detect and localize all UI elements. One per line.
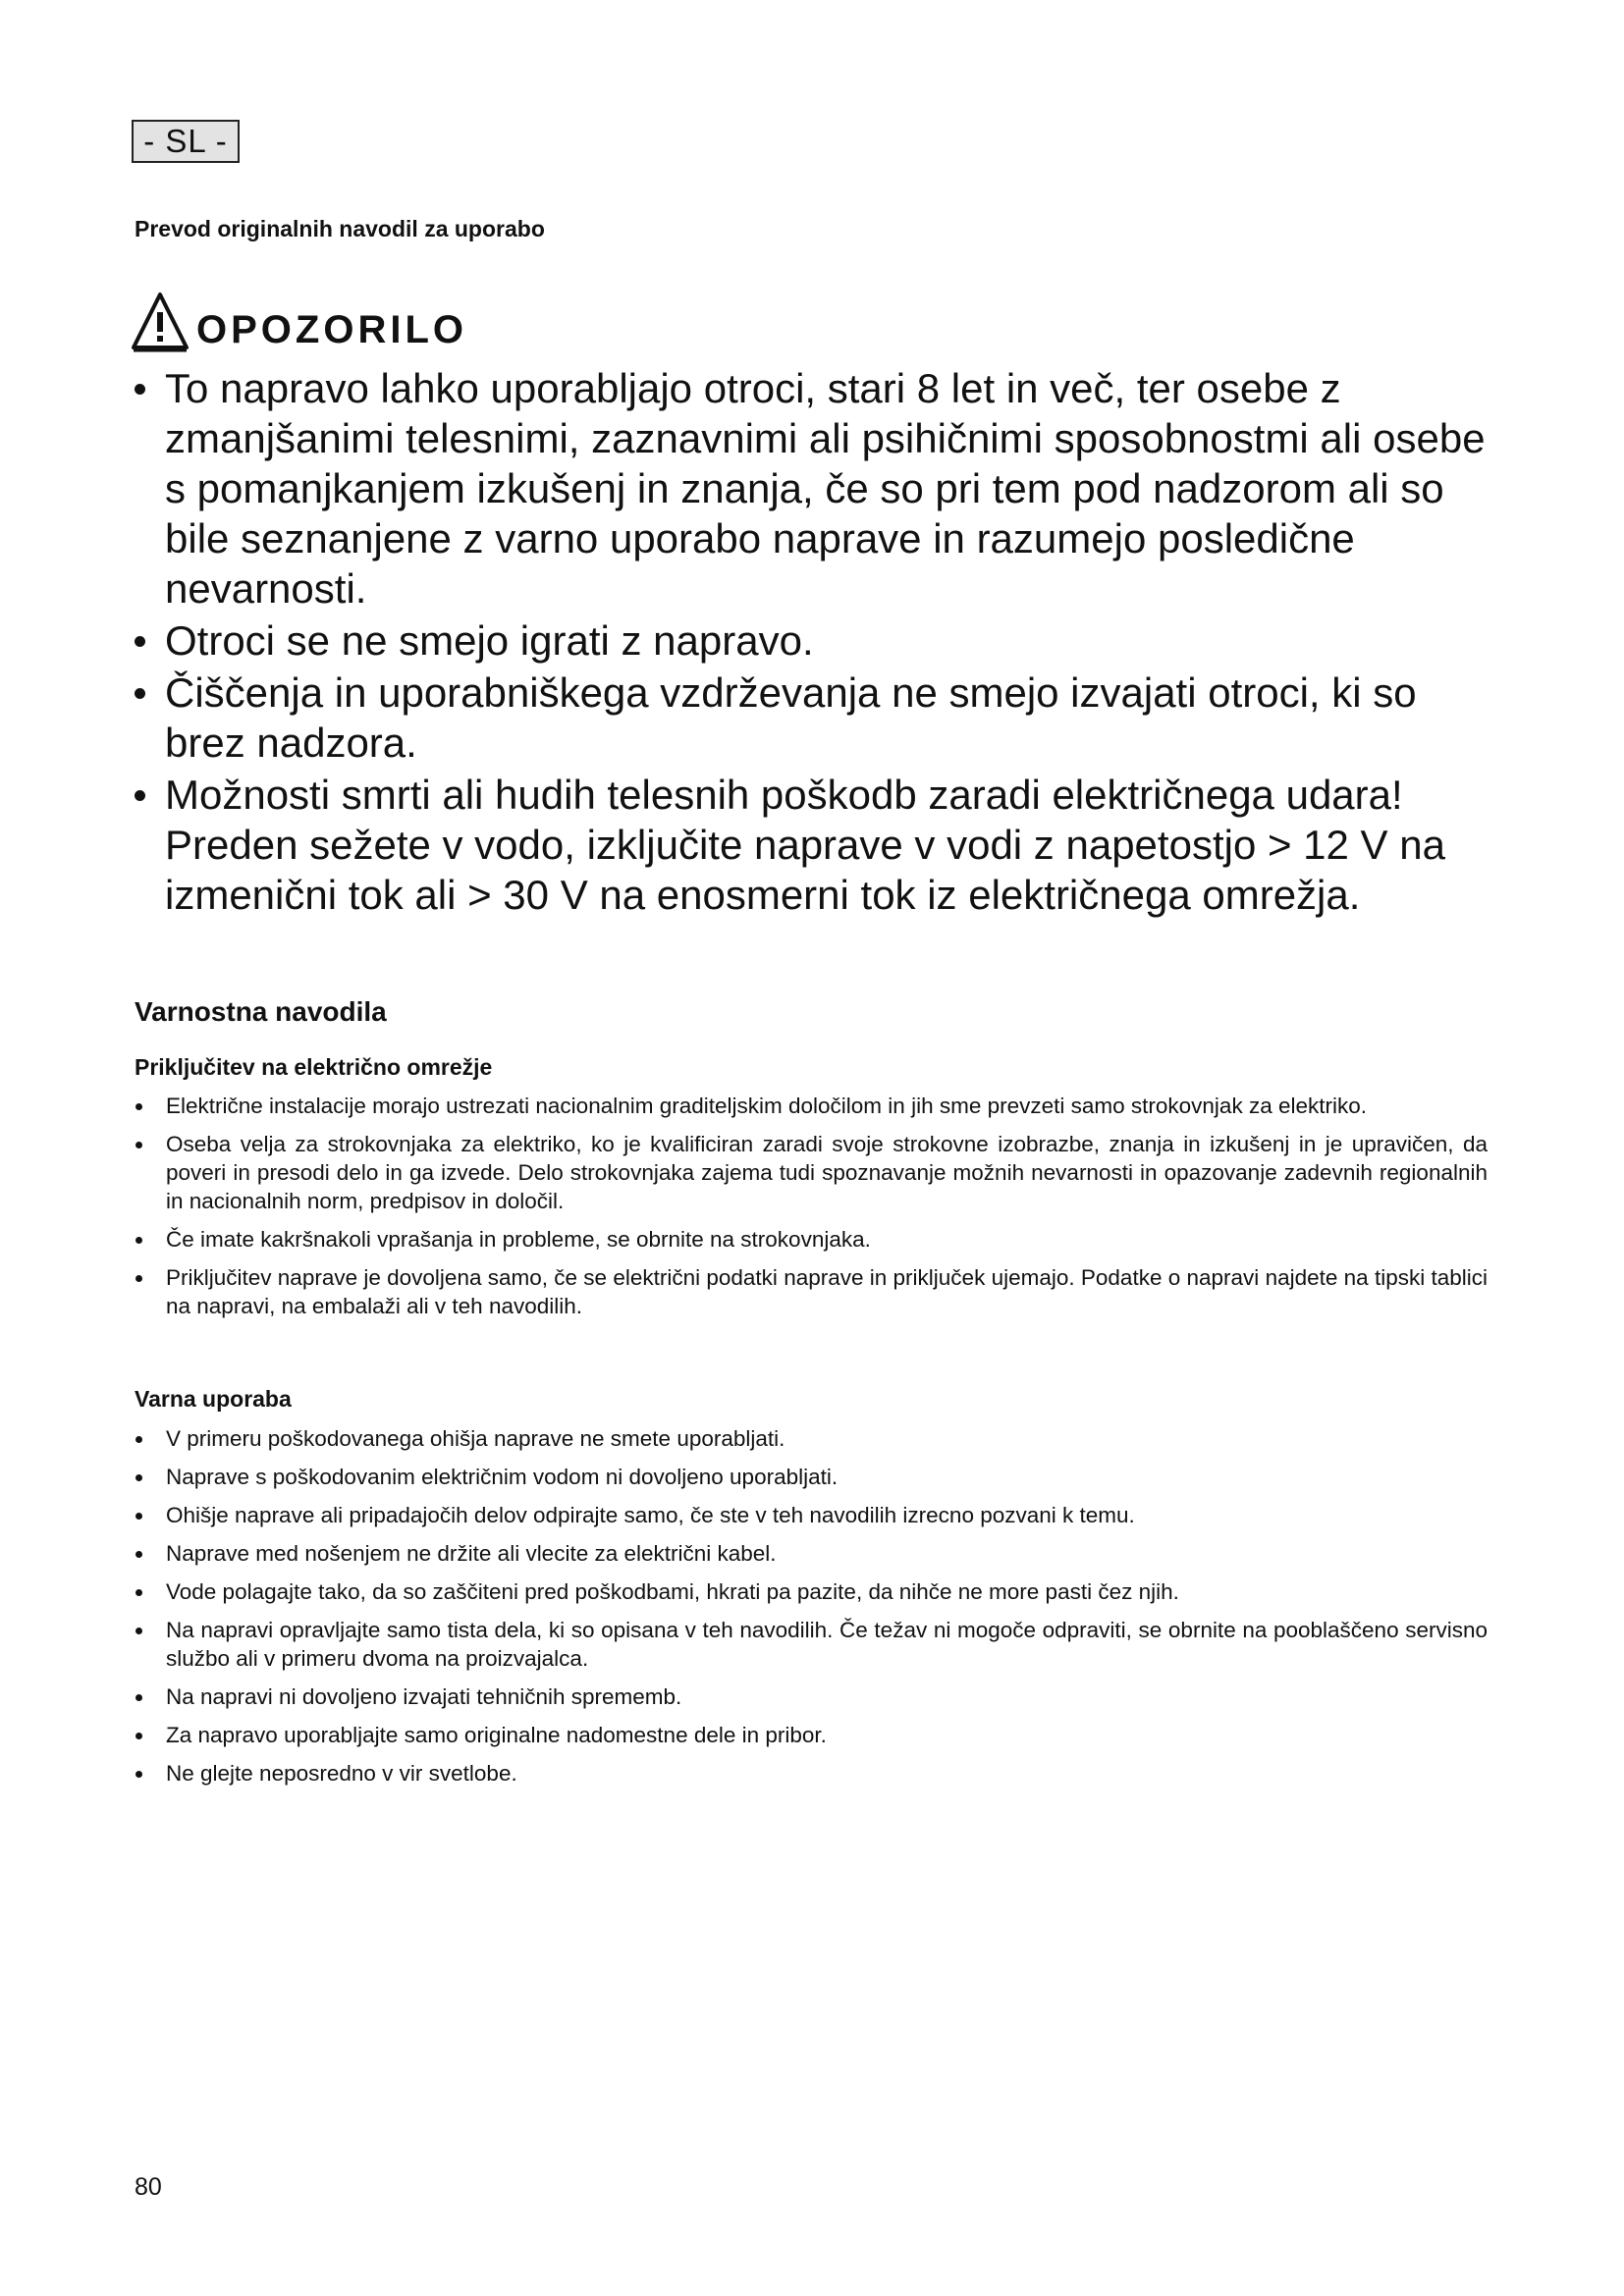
list-item: Ohišje naprave ali pripadajočih delov odpirajte samo, če ste v teh navodilih izrecno pozvani k temu. bbox=[133, 1501, 1488, 1529]
list-item: Električne instalacije morajo ustrezati nacionalnim graditeljskim določilom in jih sme prevzeti samo strokovnjak za elektriko. bbox=[133, 1092, 1488, 1120]
warning-item: Možnosti smrti ali hudih telesnih poškodb zaradi električnega udara! Preden sežete v vodo, izključite naprave v vodi z napetostjo > 12 V na izmenični tok ali > 30 V na enosmerni tok iz električnega omrežja. bbox=[132, 770, 1496, 920]
list-item: Naprave med nošenjem ne držite ali vlecite za električni kabel. bbox=[133, 1539, 1488, 1568]
list-item: V primeru poškodovanega ohišja naprave ne smete uporabljati. bbox=[133, 1424, 1488, 1453]
warning-item: To napravo lahko uporabljajo otroci, stari 8 let in več, ter osebe z zmanjšanimi telesnimi, zaznavnimi ali psihičnimi sposobnostmi ali osebe s pomanjkanjem izkušenj in znanja, če so pri tem pod nadzorom ali so bile seznanjene z varno uporabo naprave in razumejo posledične nevarnosti. bbox=[132, 363, 1496, 614]
warning-title: OPOZORILO bbox=[196, 308, 467, 351]
subsection-title-connection: Priključitev na električno omrežje bbox=[135, 1054, 493, 1080]
warning-list bbox=[132, 363, 1496, 922]
page-number: 80 bbox=[135, 2173, 162, 2201]
list-item: Vode polagajte tako, da so zaščiteni pred poškodbami, hkrati pa pazite, da nihče ne more pasti čez njih. bbox=[133, 1577, 1488, 1606]
safe-use-list bbox=[133, 1424, 1488, 1797]
connection-list bbox=[133, 1092, 1488, 1330]
list-item: Oseba velja za strokovnjaka za elektriko, ko je kvalificiran zaradi svoje strokovne izobrazbe, znanja in izkušenj in je upravičen, da poveri in presodi delo in ga izvede. Delo strokovnjaka zajema tudi spoznavanje možnih nevarnosti in opazovanje zadevnih regionalnih in nacionalnih norm, predpisov in določil. bbox=[133, 1130, 1488, 1215]
list-item: Za napravo uporabljajte samo originalne nadomestne dele in pribor. bbox=[133, 1721, 1488, 1749]
list-item: Na napravi ni dovoljeno izvajati tehničnih sprememb. bbox=[133, 1682, 1488, 1711]
language-badge: - SL - bbox=[132, 120, 240, 163]
list-item: Če imate kakršnakoli vprašanja in probleme, se obrnite na strokovnjaka. bbox=[133, 1225, 1488, 1254]
document-subtitle: Prevod originalnih navodil za uporabo bbox=[135, 216, 545, 241]
warning-heading bbox=[130, 275, 467, 353]
list-item: Na napravi opravljajte samo tista dela, ki so opisana v teh navodilih. Če težav ni mogoče odpraviti, se obrnite na pooblaščeno servisno službo ali v primeru dvoma na proizvajalca. bbox=[133, 1616, 1488, 1673]
subsection-title-safe-use: Varna uporaba bbox=[135, 1386, 292, 1412]
list-item: Ne glejte neposredno v vir svetlobe. bbox=[133, 1759, 1488, 1788]
warning-item: Čiščenja in uporabniškega vzdrževanja ne smejo izvajati otroci, ki so brez nadzora. bbox=[132, 667, 1496, 768]
list-item: Priključitev naprave je dovoljena samo, če se električni podatki naprave in priključek ujemajo. Podatke o napravi najdete na tipski tablici na napravi, na embalaži ali v teh navodilih. bbox=[133, 1263, 1488, 1320]
section-title-safety: Varnostna navodila bbox=[135, 996, 387, 1027]
warning-item: Otroci se ne smejo igrati z napravo. bbox=[132, 615, 1496, 666]
warning-triangle-icon bbox=[130, 291, 190, 353]
list-item: Naprave s poškodovanim električnim vodom ni dovoljeno uporabljati. bbox=[133, 1463, 1488, 1491]
